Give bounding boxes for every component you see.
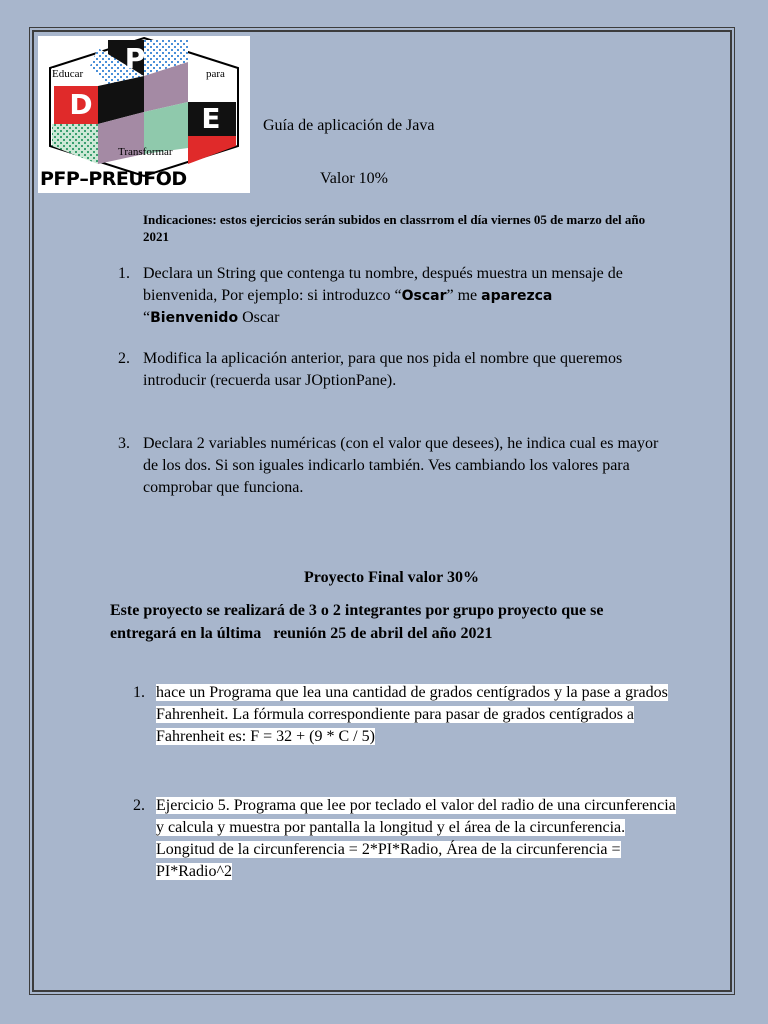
exercise-number: 3.	[118, 435, 130, 452]
exercise-text: Oscar	[238, 309, 280, 326]
logo-word-educar: Educar	[52, 68, 84, 80]
exercise-text: ” me	[446, 287, 482, 304]
exercise-bold-name: Oscar	[401, 288, 447, 304]
project-title: Proyecto Final valor 30%	[304, 569, 479, 586]
exercise-number: 1.	[118, 265, 130, 282]
project-task-2	[133, 795, 676, 883]
task-text: hace un Programa que lea una cantidad de grados centígrados y la pase a grados Fahrenheit.	[156, 684, 668, 723]
exercise-item-3	[118, 433, 663, 499]
exercise-item-2	[118, 348, 643, 392]
task-number: 2.	[133, 797, 145, 814]
exercise-bold-word: aparezca	[481, 288, 553, 304]
logo-letter-d: D	[69, 88, 93, 121]
logo-brand-text: PFP–PREUFOD	[40, 168, 187, 190]
pfp-preufod-logo	[38, 36, 250, 193]
guide-value: Valor 10%	[320, 170, 388, 187]
guide-title: Guía de aplicación de Java	[263, 117, 435, 134]
task-number: 1.	[133, 684, 145, 701]
indications-text: Indicaciones: estos ejercicios serán subidos en classrrom el día viernes 05 de marzo del año 2021	[143, 212, 646, 244]
task-formula: F = 32 + (9 * C / 5)	[246, 728, 375, 745]
exercise-item-1	[118, 263, 623, 329]
logo-word-transformar: Transformar	[118, 146, 173, 158]
task-text: La fórmula correspondiente para pasar de grados centígrados a Fahrenheit es:	[156, 706, 635, 745]
exercise-text: Declara 2 variables numéricas (con el valor que desees), he indica cual es mayor de los dos. Si son iguales indicarlo también. Ves cambiando los valores para comprobar que funciona.	[143, 435, 659, 496]
logo-letter-p: P	[124, 42, 146, 75]
exercise-text: Modifica la aplicación anterior, para que nos pida el nombre que queremos introducir (recuerda usar JOptionPane).	[143, 350, 623, 389]
exercise-text: “	[143, 309, 151, 326]
exercise-bold-word: Bienvenido	[150, 310, 239, 326]
logo-letter-e: E	[201, 102, 221, 135]
exercise-text: Declara un String que contenga tu nombre, después muestra un mensaje de bienvenida, Por ejemplo: si introduzco “	[143, 265, 623, 304]
logo-word-para: para	[206, 68, 225, 80]
project-task-1	[133, 682, 676, 748]
project-description: Este proyecto se realizará de 3 o 2 integrantes por grupo proyecto que se entregará en la última reunión 25 de abril del año 2021	[110, 602, 608, 642]
task-text: Ejercicio 5. Programa que lee por teclado el valor del radio de una circunferencia y calcula y muestra por pantalla la longitud y el área de la circunferencia. Longitud de la circunferencia = 2*PI*Radio, Área de la circunferencia = PI*Radio^2	[156, 797, 676, 880]
exercise-number: 2.	[118, 350, 130, 367]
